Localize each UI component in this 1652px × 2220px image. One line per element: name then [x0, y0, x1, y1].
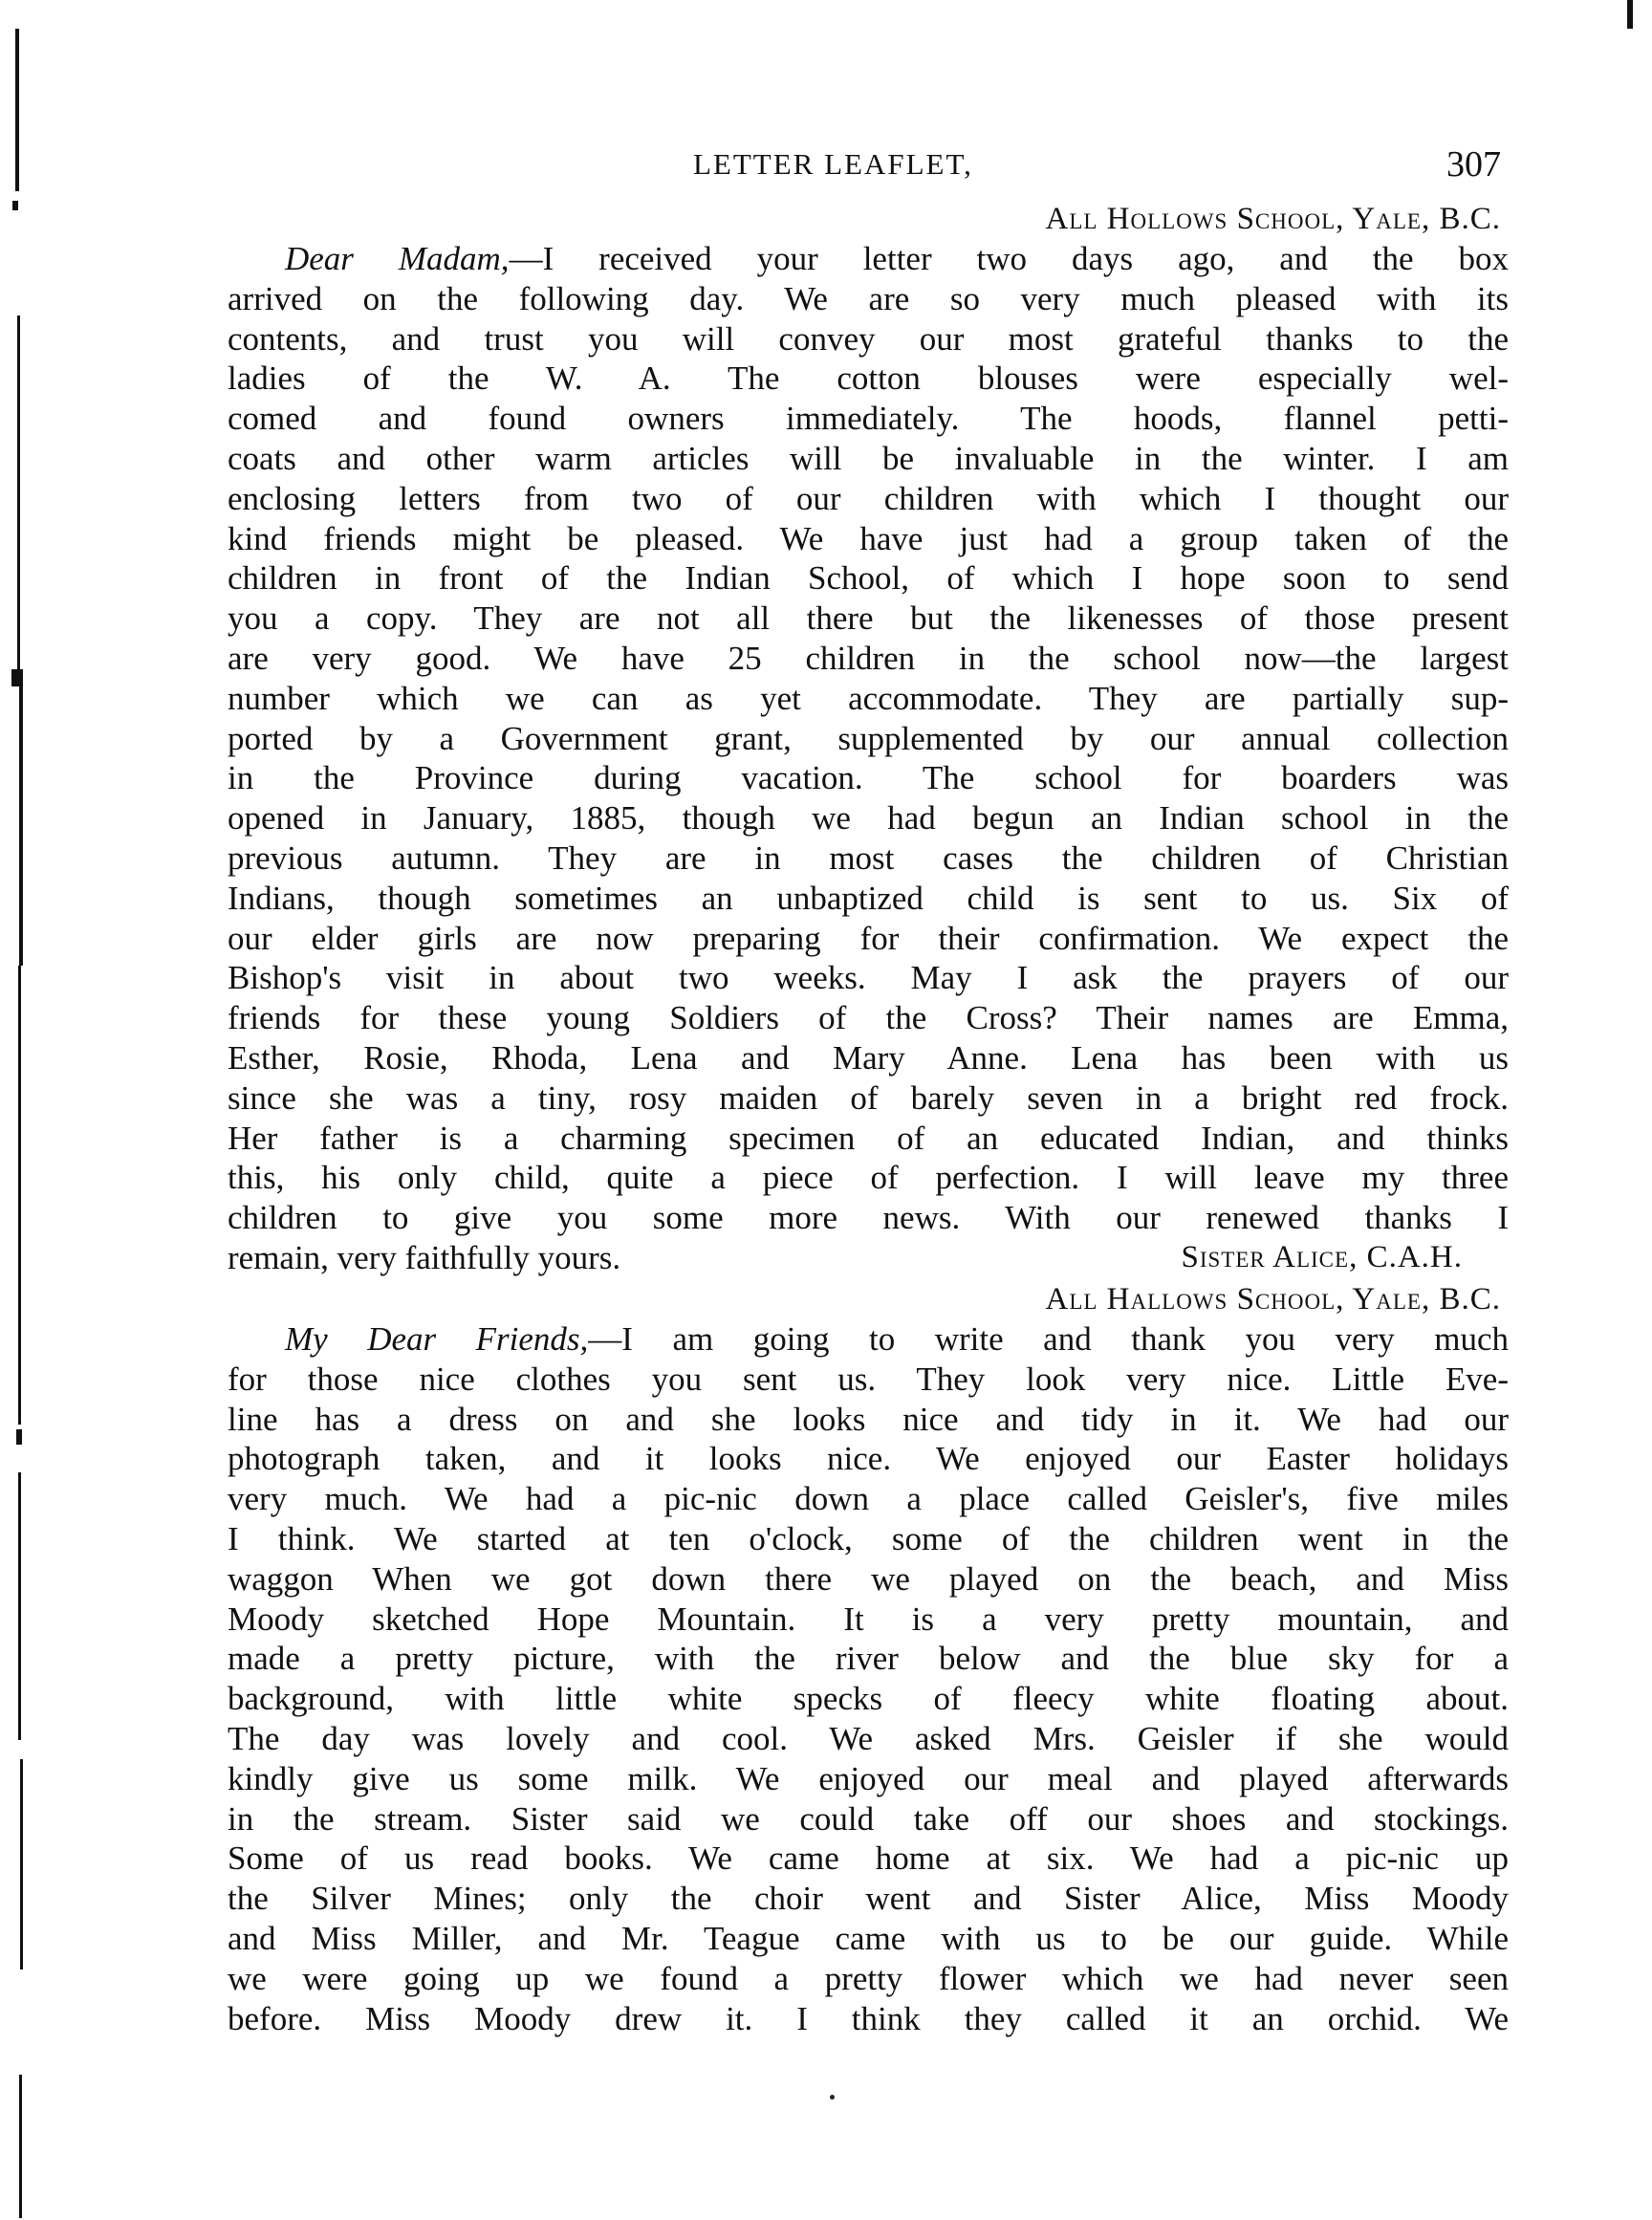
- text-line: and Miss Miller, and Mr. Teague came with us to be our guide. While: [228, 1919, 1509, 1957]
- text-line: for those nice clothes you sent us. They look very nice. Little Eve-: [228, 1360, 1509, 1398]
- running-title: LETTER LEAFLET,: [693, 147, 973, 181]
- text-line: coats and other warm articles will be invaluable in the winter. I am: [228, 439, 1509, 477]
- text-line: children to give you some more news. With our renewed thanks I: [228, 1199, 1509, 1237]
- text-line: are very good. We have 25 children in the school now—the largest: [228, 639, 1509, 677]
- text-line: contents, and trust you will convey our most grateful thanks to the: [228, 319, 1509, 358]
- text-line: comed and found owners immediately. The hoods, flannel petti-: [228, 400, 1509, 438]
- text-line: line has a dress on and she looks nice and tidy in it. We had our: [228, 1400, 1509, 1438]
- text-line: The day was lovely and cool. We asked Mrs. Geisler if she would: [228, 1719, 1509, 1757]
- text-line: we were going up we found a pretty flower which we had never seen: [228, 1959, 1509, 1997]
- text-line: in the Province during vacation. The school for boarders was: [228, 759, 1509, 797]
- text-line: kindly give us some milk. We enjoyed our meal and played afterwards: [228, 1759, 1509, 1797]
- text-line: ported by a Government grant, supplemented by our annual collection: [228, 719, 1509, 757]
- closing-line: [228, 1238, 1509, 1278]
- opening-text: —I am going to write and thank you very much: [588, 1320, 1509, 1358]
- text-line: arrived on the following day. We are so very much pleased with its: [228, 279, 1509, 317]
- binding-edge-marks: [8, 0, 29, 2220]
- letter-address: All Hollows School, Yale, B.C.: [1045, 202, 1501, 236]
- text-line: I think. We started at ten o'clock, some of the children went in the: [228, 1519, 1509, 1557]
- salutation: My Dear Friends,: [285, 1320, 589, 1358]
- text-line: our elder girls are now preparing for their confirmation. We expect the: [228, 919, 1509, 957]
- text-line: children in front of the Indian School, of which I hope soon to send: [228, 559, 1509, 598]
- opening-line: [228, 239, 1509, 279]
- signature: Sister Alice, C.A.H.: [1181, 1239, 1463, 1274]
- text-line: Indians, though sometimes an unbaptized child is sent to us. Six of: [228, 879, 1509, 917]
- corner-mark: [1627, 0, 1633, 29]
- text-line: Moody sketched Hope Mountain. It is a very pretty mountain, and: [228, 1600, 1509, 1638]
- text-line: since she was a tiny, rosy maiden of barely seven in a bright red frock.: [228, 1078, 1509, 1117]
- running-head: [229, 143, 1501, 191]
- letter-all-hollows: [228, 199, 1509, 1278]
- text-line: very much. We had a pic-nic down a place called Geisler's, five miles: [228, 1480, 1509, 1518]
- letter-address: All Hallows School, Yale, B.C.: [1045, 1282, 1501, 1317]
- text-line: Her father is a charming specimen of an educated Indian, and thinks: [228, 1119, 1509, 1157]
- text-line: photograph taken, and it looks nice. We enjoyed our Easter holidays: [228, 1440, 1509, 1478]
- text-line: in the stream. Sister said we could take off our shoes and stockings.: [228, 1799, 1509, 1838]
- text-line: ladies of the W. A. The cotton blouses were especially wel-: [228, 359, 1509, 398]
- text-line: number which we can as yet accommodate. They are partially sup-: [228, 679, 1509, 717]
- text-line: Some of us read books. We came home at six. We had a pic-nic up: [228, 1839, 1509, 1878]
- text-line: made a pretty picture, with the river below and the blue sky for a: [228, 1640, 1509, 1678]
- closing-text: remain, very faithfully yours.: [228, 1238, 621, 1276]
- salutation: Dear Madam,: [285, 240, 510, 277]
- text-line: background, with little white specks of fleecy white floating about.: [228, 1680, 1509, 1718]
- ink-speck: [830, 2095, 835, 2100]
- text-line: enclosing letters from two of our children with which I thought our: [228, 479, 1509, 517]
- text-line: waggon When we got down there we played on the beach, and Miss: [228, 1559, 1509, 1598]
- text-line: kind friends might be pleased. We have just had a group taken of the: [228, 519, 1509, 557]
- text-line: you a copy. They are not all there but the likenesses of those present: [228, 599, 1509, 638]
- text-line: Esther, Rosie, Rhoda, Lena and Mary Anne. Lena has been with us: [228, 1038, 1509, 1077]
- opening-text: —I received your letter two days ago, and the box: [509, 240, 1509, 277]
- text-line: the Silver Mines; only the choir went and Sister Alice, Miss Moody: [228, 1880, 1509, 1918]
- opening-line: [228, 1319, 1509, 1360]
- text-line: before. Miss Moody drew it. I think they called it an orchid. We: [228, 1999, 1509, 2037]
- text-line: opened in January, 1885, though we had begun an Indian school in the: [228, 799, 1509, 838]
- text-line: Bishop's visit in about two weeks. May I ask the prayers of our: [228, 959, 1509, 997]
- page-number: 307: [1446, 144, 1501, 185]
- letter-all-hallows: [228, 1279, 1509, 2038]
- text-line: previous autumn. They are in most cases the children of Christian: [228, 838, 1509, 877]
- text-line: this, his only child, quite a piece of perfection. I will leave my three: [228, 1159, 1509, 1197]
- text-line: friends for these young Soldiers of the Cross? Their names are Emma,: [228, 999, 1509, 1037]
